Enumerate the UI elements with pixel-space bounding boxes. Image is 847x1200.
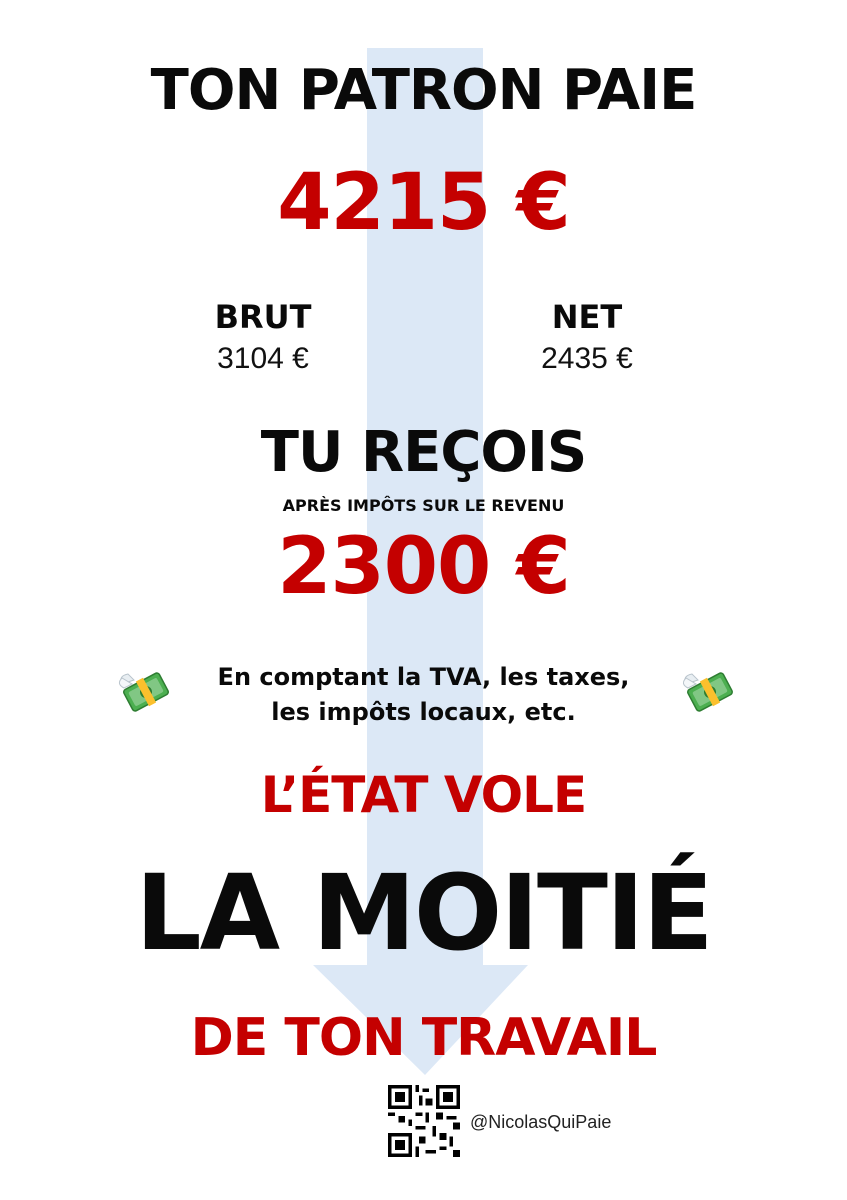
net-value: 2435 €	[541, 342, 633, 375]
employer-cost-amount: 4215 €	[277, 158, 570, 248]
net-salary-block	[467, 298, 707, 376]
of-your-work-heading: DE TON TRAVAIL	[190, 1008, 657, 1068]
gross-salary-block	[143, 298, 383, 376]
headline: TON PATRON PAIE	[150, 58, 697, 123]
money-with-wings-icon	[680, 666, 736, 716]
receive-heading: TU REÇOIS	[260, 420, 587, 485]
state-steals-heading: L’ÉTAT VOLE	[260, 766, 587, 824]
after-tax-note: APRÈS IMPÔTS SUR LE REVENU	[282, 496, 565, 515]
half-heading: LA MOITIÉ	[135, 852, 712, 974]
qr-code-icon	[388, 1085, 460, 1157]
taxes-note-line-2: les impôts locaux, etc.	[271, 698, 576, 726]
net-label: NET	[551, 298, 623, 336]
money-with-wings-icon	[116, 666, 172, 716]
gross-value: 3104 €	[217, 342, 309, 375]
taxes-note-line-1: En comptant la TVA, les taxes,	[217, 663, 630, 691]
gross-label: BRUT	[214, 298, 312, 336]
author-handle: @NicolasQuiPaie	[470, 1112, 612, 1132]
received-amount: 2300 €	[277, 522, 570, 612]
